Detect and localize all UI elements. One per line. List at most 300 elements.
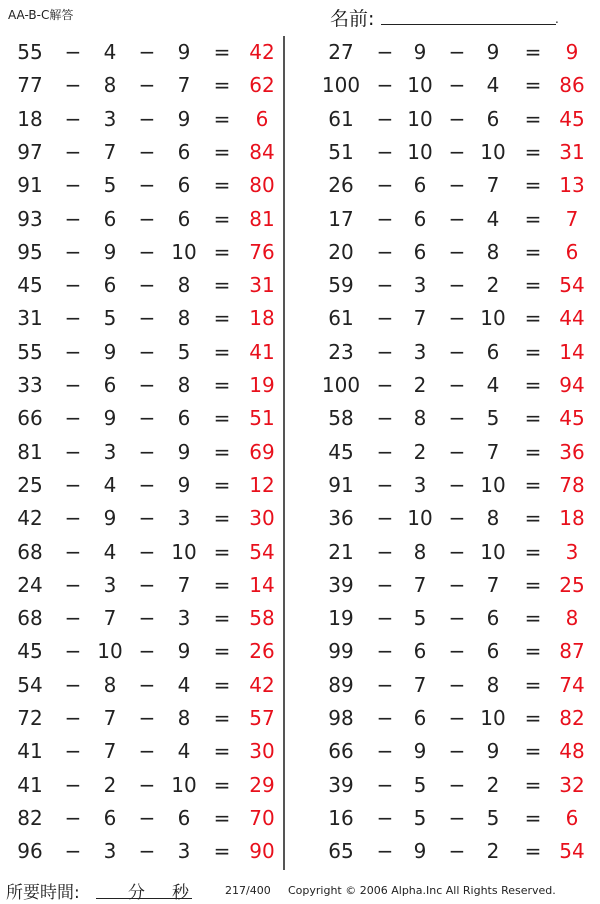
operand-a: 61 bbox=[328, 106, 354, 131]
answer: 87 bbox=[559, 639, 585, 664]
minus-sign: − bbox=[138, 339, 156, 364]
answer: 14 bbox=[249, 572, 275, 597]
minus-sign: − bbox=[448, 506, 466, 531]
minus-sign: − bbox=[448, 706, 466, 730]
answer: 31 bbox=[249, 273, 275, 298]
operand-c: 7 bbox=[177, 572, 191, 597]
equals-sign: = bbox=[213, 339, 231, 364]
operand-b: 5 bbox=[413, 772, 427, 797]
operand-c: 6 bbox=[486, 606, 500, 631]
equals-sign: = bbox=[213, 672, 231, 697]
operand-a: 55 bbox=[17, 40, 43, 64]
answer: 81 bbox=[249, 206, 275, 231]
minus-sign: − bbox=[376, 139, 394, 164]
minus-sign: − bbox=[64, 472, 82, 497]
minus-sign: − bbox=[376, 206, 394, 231]
minus-sign: − bbox=[138, 239, 156, 264]
copyright-notice: Copyright © 2006 Alpha.Inc All Rights Reserved. bbox=[288, 884, 556, 897]
name-label: 名前: bbox=[330, 8, 375, 30]
operand-c: 9 bbox=[177, 40, 191, 64]
minus-sign: − bbox=[448, 406, 466, 431]
minus-sign: − bbox=[448, 639, 466, 664]
operand-c: 7 bbox=[486, 173, 500, 198]
equals-sign: = bbox=[213, 839, 231, 864]
minus-sign: − bbox=[448, 40, 466, 64]
equals-sign: = bbox=[213, 739, 231, 764]
operand-a: 59 bbox=[328, 273, 354, 298]
operand-c: 9 bbox=[486, 739, 500, 764]
operand-c: 9 bbox=[177, 439, 191, 464]
equals-sign: = bbox=[213, 40, 231, 64]
minus-sign: − bbox=[64, 206, 82, 231]
equals-sign: = bbox=[213, 273, 231, 298]
minus-sign: − bbox=[448, 73, 466, 98]
minus-sign: − bbox=[448, 439, 466, 464]
minus-sign: − bbox=[64, 506, 82, 531]
worksheet-title: AA-B-C解答 bbox=[8, 8, 74, 22]
answer: 30 bbox=[249, 739, 275, 764]
minus-sign: − bbox=[64, 406, 82, 431]
equals-sign: = bbox=[213, 173, 231, 198]
minus-sign: − bbox=[64, 373, 82, 397]
operand-b: 8 bbox=[103, 73, 117, 98]
minus-sign: − bbox=[138, 606, 156, 631]
equals-sign: = bbox=[524, 406, 542, 431]
answer: 82 bbox=[559, 706, 585, 730]
operand-a: 36 bbox=[328, 506, 354, 531]
minus-sign: − bbox=[64, 739, 82, 764]
operand-a: 100 bbox=[321, 373, 361, 397]
operand-b: 8 bbox=[413, 406, 427, 431]
answer: 41 bbox=[249, 339, 275, 364]
minus-sign: − bbox=[376, 572, 394, 597]
operand-c: 9 bbox=[486, 40, 500, 64]
operand-a: 82 bbox=[17, 805, 43, 830]
operand-a: 45 bbox=[17, 639, 43, 664]
operand-c: 5 bbox=[177, 339, 191, 364]
minus-sign: − bbox=[448, 606, 466, 631]
operand-a: 98 bbox=[328, 706, 354, 730]
column-divider bbox=[283, 36, 285, 870]
answer: 57 bbox=[249, 706, 275, 730]
equals-sign: = bbox=[524, 439, 542, 464]
equals-sign: = bbox=[213, 539, 231, 564]
operand-c: 4 bbox=[177, 672, 191, 697]
minus-sign: − bbox=[138, 206, 156, 231]
minus-sign: − bbox=[376, 373, 394, 397]
operand-a: 17 bbox=[328, 206, 354, 231]
equals-sign: = bbox=[524, 706, 542, 730]
minus-sign: − bbox=[64, 772, 82, 797]
minus-sign: − bbox=[64, 639, 82, 664]
operand-a: 100 bbox=[321, 73, 361, 98]
equals-sign: = bbox=[524, 206, 542, 231]
operand-a: 97 bbox=[17, 139, 43, 164]
equals-sign: = bbox=[524, 139, 542, 164]
operand-b: 6 bbox=[413, 206, 427, 231]
operand-c: 8 bbox=[177, 306, 191, 331]
operand-a: 93 bbox=[17, 206, 43, 231]
minus-sign: − bbox=[376, 73, 394, 98]
answer: 84 bbox=[249, 139, 275, 164]
operand-a: 68 bbox=[17, 606, 43, 631]
operand-b: 3 bbox=[413, 339, 427, 364]
equals-sign: = bbox=[213, 606, 231, 631]
minus-sign: − bbox=[64, 672, 82, 697]
minus-sign: − bbox=[376, 239, 394, 264]
operand-a: 58 bbox=[328, 406, 354, 431]
minus-sign: − bbox=[138, 273, 156, 298]
equals-sign: = bbox=[524, 839, 542, 864]
operand-c: 6 bbox=[486, 639, 500, 664]
equals-sign: = bbox=[524, 639, 542, 664]
minus-sign: − bbox=[138, 539, 156, 564]
operand-c: 10 bbox=[480, 472, 506, 497]
minus-sign: − bbox=[376, 739, 394, 764]
operand-c: 8 bbox=[486, 239, 500, 264]
operand-c: 7 bbox=[486, 439, 500, 464]
minus-sign: − bbox=[376, 639, 394, 664]
equals-sign: = bbox=[213, 406, 231, 431]
equals-sign: = bbox=[213, 373, 231, 397]
equals-sign: = bbox=[524, 106, 542, 131]
operand-a: 25 bbox=[17, 472, 43, 497]
operand-b: 6 bbox=[413, 239, 427, 264]
equals-sign: = bbox=[213, 639, 231, 664]
answer: 44 bbox=[559, 306, 585, 331]
minus-sign: − bbox=[138, 506, 156, 531]
minus-sign: − bbox=[138, 439, 156, 464]
operand-a: 31 bbox=[17, 306, 43, 331]
operand-a: 33 bbox=[17, 373, 43, 397]
minus-sign: − bbox=[64, 606, 82, 631]
operand-a: 95 bbox=[17, 239, 43, 264]
operand-c: 4 bbox=[486, 373, 500, 397]
operand-a: 39 bbox=[328, 772, 354, 797]
operand-c: 6 bbox=[486, 106, 500, 131]
minus-sign: − bbox=[138, 139, 156, 164]
operand-b: 5 bbox=[103, 306, 117, 331]
operand-b: 9 bbox=[103, 406, 117, 431]
minus-sign: − bbox=[64, 73, 82, 98]
operand-c: 2 bbox=[486, 772, 500, 797]
minus-sign: − bbox=[64, 439, 82, 464]
minus-sign: − bbox=[138, 839, 156, 864]
minus-sign: − bbox=[64, 173, 82, 198]
answer: 51 bbox=[249, 406, 275, 431]
minus-sign: − bbox=[138, 572, 156, 597]
name-line-dot: . bbox=[555, 12, 559, 26]
operand-a: 19 bbox=[328, 606, 354, 631]
operand-c: 4 bbox=[486, 73, 500, 98]
minus-sign: − bbox=[376, 706, 394, 730]
minus-sign: − bbox=[64, 805, 82, 830]
equals-sign: = bbox=[524, 306, 542, 331]
minus-sign: − bbox=[448, 306, 466, 331]
equals-sign: = bbox=[213, 805, 231, 830]
equals-sign: = bbox=[524, 606, 542, 631]
answer: 45 bbox=[559, 106, 585, 131]
equals-sign: = bbox=[213, 306, 231, 331]
operand-b: 6 bbox=[413, 706, 427, 730]
operand-b: 10 bbox=[407, 106, 433, 131]
minus-sign: − bbox=[138, 805, 156, 830]
operand-b: 7 bbox=[103, 706, 117, 730]
operand-a: 65 bbox=[328, 839, 354, 864]
operand-a: 41 bbox=[17, 772, 43, 797]
answer: 30 bbox=[249, 506, 275, 531]
minus-sign: − bbox=[64, 273, 82, 298]
minus-sign: − bbox=[138, 706, 156, 730]
answer: 36 bbox=[559, 439, 585, 464]
operand-a: 91 bbox=[328, 472, 354, 497]
operand-a: 61 bbox=[328, 306, 354, 331]
minus-sign: − bbox=[448, 239, 466, 264]
operand-b: 5 bbox=[103, 173, 117, 198]
minus-sign: − bbox=[448, 839, 466, 864]
operand-c: 8 bbox=[486, 672, 500, 697]
minus-sign: − bbox=[376, 839, 394, 864]
answer: 74 bbox=[559, 672, 585, 697]
minus-sign: − bbox=[376, 506, 394, 531]
operand-b: 8 bbox=[413, 539, 427, 564]
operand-a: 51 bbox=[328, 139, 354, 164]
operand-c: 8 bbox=[177, 373, 191, 397]
minus-sign: − bbox=[376, 306, 394, 331]
operand-c: 2 bbox=[486, 839, 500, 864]
minus-sign: − bbox=[448, 206, 466, 231]
operand-c: 9 bbox=[177, 472, 191, 497]
answer: 18 bbox=[559, 506, 585, 531]
operand-c: 6 bbox=[177, 173, 191, 198]
operand-b: 5 bbox=[413, 606, 427, 631]
answer: 19 bbox=[249, 373, 275, 397]
answer: 54 bbox=[249, 539, 275, 564]
operand-b: 5 bbox=[413, 805, 427, 830]
minus-sign: − bbox=[376, 106, 394, 131]
equals-sign: = bbox=[524, 73, 542, 98]
operand-b: 3 bbox=[103, 572, 117, 597]
minutes-label: 分 bbox=[128, 883, 145, 903]
equals-sign: = bbox=[524, 805, 542, 830]
answer: 9 bbox=[565, 40, 579, 64]
equals-sign: = bbox=[213, 472, 231, 497]
operand-a: 16 bbox=[328, 805, 354, 830]
operand-c: 6 bbox=[177, 406, 191, 431]
minus-sign: − bbox=[448, 572, 466, 597]
operand-c: 10 bbox=[480, 139, 506, 164]
minus-sign: − bbox=[448, 173, 466, 198]
operand-a: 20 bbox=[328, 239, 354, 264]
equals-sign: = bbox=[524, 373, 542, 397]
operand-b: 6 bbox=[103, 373, 117, 397]
minus-sign: − bbox=[448, 373, 466, 397]
operand-a: 66 bbox=[17, 406, 43, 431]
operand-b: 6 bbox=[103, 273, 117, 298]
answer: 12 bbox=[249, 472, 275, 497]
minus-sign: − bbox=[64, 139, 82, 164]
minus-sign: − bbox=[376, 273, 394, 298]
operand-b: 9 bbox=[413, 739, 427, 764]
operand-a: 68 bbox=[17, 539, 43, 564]
answer: 26 bbox=[249, 639, 275, 664]
operand-a: 24 bbox=[17, 572, 43, 597]
operand-c: 4 bbox=[177, 739, 191, 764]
minus-sign: − bbox=[64, 339, 82, 364]
answer: 58 bbox=[249, 606, 275, 631]
minus-sign: − bbox=[376, 439, 394, 464]
operand-c: 2 bbox=[486, 273, 500, 298]
answer: 3 bbox=[565, 539, 579, 564]
equals-sign: = bbox=[524, 672, 542, 697]
operand-c: 6 bbox=[177, 206, 191, 231]
operand-b: 3 bbox=[103, 439, 117, 464]
minus-sign: − bbox=[376, 339, 394, 364]
operand-c: 6 bbox=[177, 805, 191, 830]
operand-a: 42 bbox=[17, 506, 43, 531]
operand-c: 7 bbox=[177, 73, 191, 98]
equals-sign: = bbox=[213, 73, 231, 98]
operand-b: 6 bbox=[413, 173, 427, 198]
operand-b: 7 bbox=[103, 739, 117, 764]
minus-sign: − bbox=[138, 373, 156, 397]
minus-sign: − bbox=[64, 106, 82, 131]
operand-c: 10 bbox=[480, 306, 506, 331]
operand-a: 77 bbox=[17, 73, 43, 98]
minus-sign: − bbox=[448, 339, 466, 364]
operand-a: 39 bbox=[328, 572, 354, 597]
operand-a: 27 bbox=[328, 40, 354, 64]
minus-sign: − bbox=[138, 406, 156, 431]
operand-c: 8 bbox=[177, 706, 191, 730]
operand-c: 10 bbox=[480, 706, 506, 730]
minus-sign: − bbox=[376, 406, 394, 431]
answer: 42 bbox=[249, 40, 275, 64]
operand-b: 2 bbox=[413, 439, 427, 464]
operand-c: 9 bbox=[177, 639, 191, 664]
equals-sign: = bbox=[213, 572, 231, 597]
minus-sign: − bbox=[64, 306, 82, 331]
equals-sign: = bbox=[524, 239, 542, 264]
minus-sign: − bbox=[138, 472, 156, 497]
operand-b: 9 bbox=[103, 339, 117, 364]
operand-c: 10 bbox=[171, 239, 197, 264]
operand-c: 6 bbox=[486, 339, 500, 364]
minus-sign: − bbox=[138, 739, 156, 764]
minus-sign: − bbox=[448, 805, 466, 830]
equals-sign: = bbox=[213, 439, 231, 464]
minus-sign: − bbox=[376, 672, 394, 697]
operand-b: 3 bbox=[103, 106, 117, 131]
answer: 42 bbox=[249, 672, 275, 697]
equals-sign: = bbox=[524, 339, 542, 364]
answer: 70 bbox=[249, 805, 275, 830]
operand-a: 55 bbox=[17, 339, 43, 364]
operand-a: 54 bbox=[17, 672, 43, 697]
operand-b: 6 bbox=[103, 206, 117, 231]
answer: 7 bbox=[565, 206, 579, 231]
equals-sign: = bbox=[524, 273, 542, 298]
minus-sign: − bbox=[64, 572, 82, 597]
operand-c: 3 bbox=[177, 506, 191, 531]
operand-c: 7 bbox=[486, 572, 500, 597]
minus-sign: − bbox=[64, 706, 82, 730]
minus-sign: − bbox=[448, 539, 466, 564]
equals-sign: = bbox=[213, 506, 231, 531]
answer: 76 bbox=[249, 239, 275, 264]
operand-b: 7 bbox=[413, 306, 427, 331]
operand-c: 8 bbox=[177, 273, 191, 298]
operand-a: 18 bbox=[17, 106, 43, 131]
answer: 86 bbox=[559, 73, 585, 98]
answer: 54 bbox=[559, 273, 585, 298]
operand-b: 2 bbox=[103, 772, 117, 797]
minus-sign: − bbox=[448, 772, 466, 797]
operand-c: 5 bbox=[486, 805, 500, 830]
answer: 69 bbox=[249, 439, 275, 464]
answer: 6 bbox=[565, 239, 579, 264]
operand-a: 41 bbox=[17, 739, 43, 764]
equals-sign: = bbox=[213, 239, 231, 264]
operand-a: 21 bbox=[328, 539, 354, 564]
operand-c: 8 bbox=[486, 506, 500, 531]
minus-sign: − bbox=[138, 73, 156, 98]
answer: 48 bbox=[559, 739, 585, 764]
operand-b: 2 bbox=[413, 373, 427, 397]
equals-sign: = bbox=[524, 472, 542, 497]
minus-sign: − bbox=[448, 139, 466, 164]
operand-b: 9 bbox=[103, 506, 117, 531]
page-number: 217/400 bbox=[225, 884, 271, 897]
operand-c: 4 bbox=[486, 206, 500, 231]
minus-sign: − bbox=[376, 805, 394, 830]
answer: 18 bbox=[249, 306, 275, 331]
equals-sign: = bbox=[524, 539, 542, 564]
operand-b: 9 bbox=[103, 239, 117, 264]
operand-a: 66 bbox=[328, 739, 354, 764]
minus-sign: − bbox=[138, 306, 156, 331]
answer: 13 bbox=[559, 173, 585, 198]
name-blank-line[interactable] bbox=[381, 24, 556, 25]
minus-sign: − bbox=[376, 472, 394, 497]
operand-b: 9 bbox=[413, 40, 427, 64]
operand-b: 6 bbox=[103, 805, 117, 830]
minus-sign: − bbox=[376, 40, 394, 64]
minus-sign: − bbox=[448, 472, 466, 497]
answer: 90 bbox=[249, 839, 275, 864]
minus-sign: − bbox=[448, 273, 466, 298]
operand-a: 81 bbox=[17, 439, 43, 464]
seconds-label: 秒 bbox=[172, 883, 189, 903]
answer: 94 bbox=[559, 373, 585, 397]
answer: 45 bbox=[559, 406, 585, 431]
equals-sign: = bbox=[524, 572, 542, 597]
equals-sign: = bbox=[524, 40, 542, 64]
answer: 80 bbox=[249, 173, 275, 198]
operand-a: 91 bbox=[17, 173, 43, 198]
time-label: 所要時間: bbox=[6, 883, 80, 903]
minus-sign: − bbox=[138, 672, 156, 697]
minus-sign: − bbox=[64, 539, 82, 564]
equals-sign: = bbox=[524, 739, 542, 764]
minus-sign: − bbox=[448, 106, 466, 131]
answer: 62 bbox=[249, 73, 275, 98]
operand-c: 10 bbox=[171, 539, 197, 564]
answer: 6 bbox=[565, 805, 579, 830]
operand-a: 26 bbox=[328, 173, 354, 198]
answer: 25 bbox=[559, 572, 585, 597]
operand-b: 7 bbox=[103, 139, 117, 164]
